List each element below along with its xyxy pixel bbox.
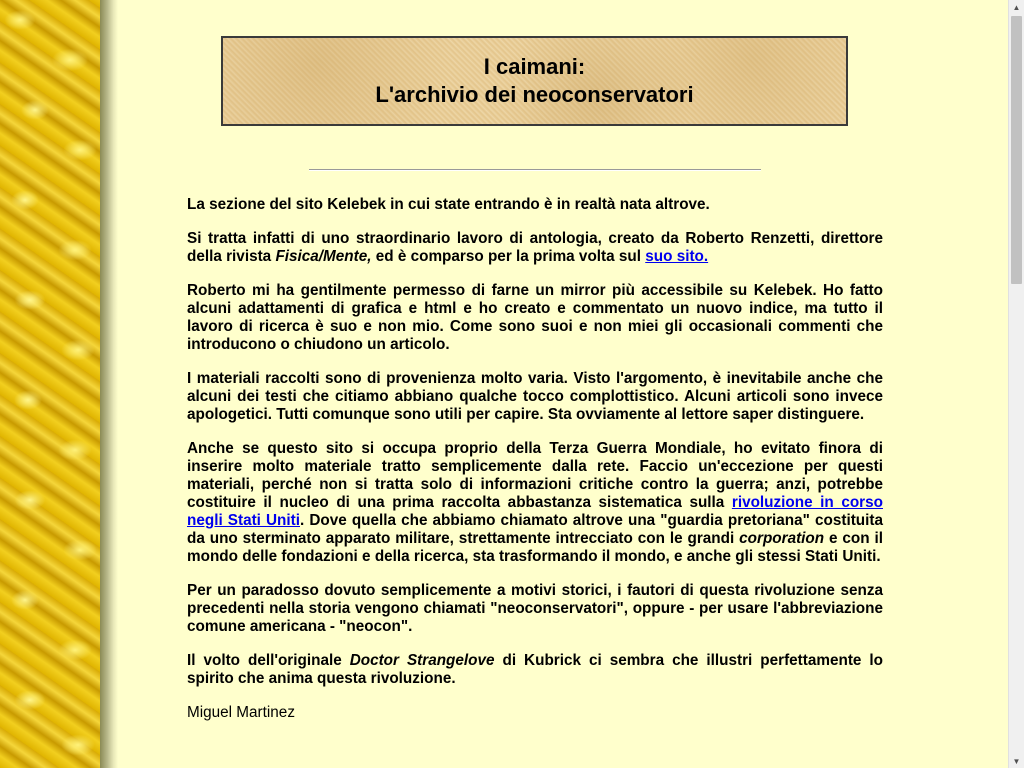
page-title-line2: L'archivio dei neoconservatori: [375, 82, 694, 107]
link-rivoluzione[interactable]: rivoluzione in corso negli Stati Uniti: [187, 494, 883, 529]
paragraph-neocon: Per un paradosso dovuto semplicemente a motivi storici, i fautori di questa rivoluzione senza precedenti nella storia vengono chiamati "neoconservatori", oppure - per usare l'abbreviazione comune americana - "neocon".: [187, 582, 883, 635]
magazine-name: Fisica/Mente,: [275, 248, 372, 265]
scroll-thumb[interactable]: [1011, 16, 1022, 284]
vertical-scrollbar[interactable]: [1008, 0, 1024, 768]
film-title: Doctor Strangelove: [349, 652, 495, 669]
scroll-down-icon[interactable]: ▼: [1012, 756, 1021, 766]
sidebar-shadow: [100, 0, 118, 768]
paragraph-materials: I materiali raccolti sono di provenienza molto varia. Visto l'argomento, è inevitabile anche che alcuni dei testi che citiamo abbiano qualche tocco complottistico. Alcuni articoli sono invece apologetici. Tutti comunque sono utili per capire. Sta ovviamente al lettore saper distinguere.: [187, 370, 883, 423]
author-signature: Miguel Martinez: [187, 704, 295, 721]
link-suo-sito[interactable]: suo sito.: [645, 248, 709, 265]
page-title-line1: I caimani:: [483, 54, 586, 79]
horizontal-divider: [309, 169, 761, 171]
paragraph-war: Anche se questo sito si occupa proprio della Terza Guerra Mondiale, ho evitato finora di inserire molto materiale tratto semplicemente dalla rete. Faccio un'eccezione per questi materiali, perché non si tratta solo di informazioni critiche contro la guerra; anzi, potrebbe costituire il nucleo di una prima raccolta abbastanza sistematica sulla rivoluzione in corso negli Stati Uniti. Dove quella che abbiamo chiamato altrove una "guardia pretoriana" costituita da uno sterminato apparato militare, strettamente intrecciato con le grandi corporation e con il mondo delle fondazioni e della ricerca, sta trasformando il mondo, e anche gli stessi Stati Uniti.: [187, 440, 884, 565]
paragraph-strangelove: Il volto dell'originale Doctor Strangelove di Kubrick ci sembra che illustri perfettamente lo spirito che anima questa rivoluzione.: [187, 652, 883, 687]
paragraph-origin: Si tratta infatti di uno straordinario lavoro di antologia, creato da Roberto Renzetti, direttore della rivista Fisica/Mente, ed è comparso per la prima volta sul suo sito.: [187, 230, 883, 265]
paragraph-mirror: Roberto mi ha gentilmente permesso di farne un mirror più accessibile su Kelebek. Ho fatto alcuni adattamenti di grafica e html e ho creato e commentato un nuovo indice, ma tutto il lavoro di ricerca è suo e non mio. Come sono suoi e non miei gli occasionali commenti che introducono o chiudono un articolo.: [187, 282, 883, 353]
title-box: [221, 36, 848, 126]
scroll-up-icon[interactable]: ▲: [1012, 2, 1021, 12]
article-body: [187, 196, 883, 738]
paragraph-intro: La sezione del sito Kelebek in cui state entrando è in realtà nata altrove.: [187, 196, 710, 213]
